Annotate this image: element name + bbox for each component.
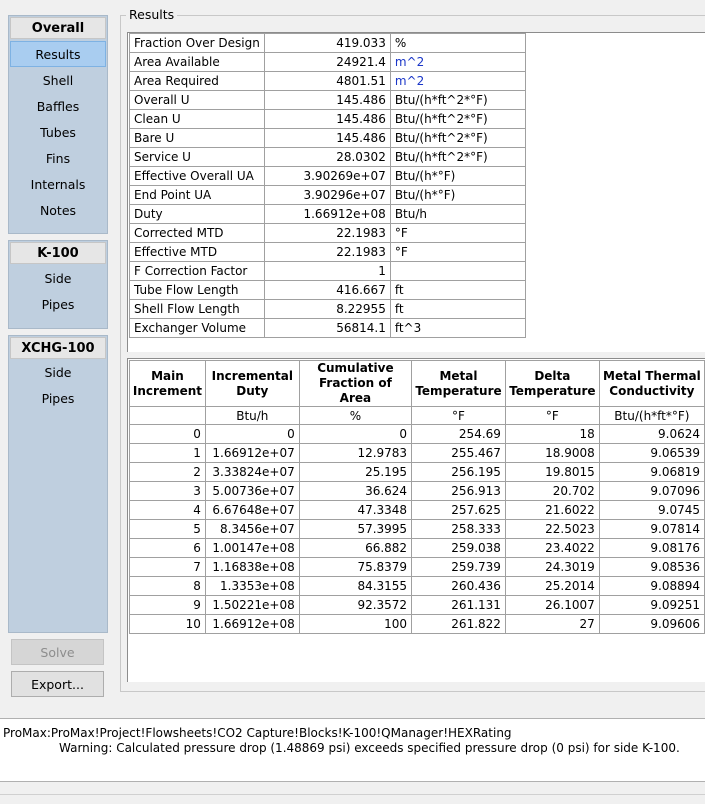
increment-table	[129, 360, 705, 634]
table-cell: 9.07814	[599, 520, 704, 539]
summary-value[interactable]: 56814.1	[264, 319, 390, 338]
table-row	[130, 463, 705, 482]
table-cell: 12.9783	[299, 444, 411, 463]
table-cell: 24.3019	[505, 558, 599, 577]
table-cell: 1.50221e+08	[205, 596, 299, 615]
warning-message: Warning: Calculated pressure drop (1.48869 psi) exceeds specified pressure drop (0 psi) for side K-100.	[59, 741, 680, 755]
table-cell: 1	[130, 444, 206, 463]
summary-row	[130, 319, 526, 338]
table-cell: 257.625	[412, 501, 506, 520]
table-cell: 258.333	[412, 520, 506, 539]
xchg100-nav-panel	[8, 335, 108, 633]
summary-unit[interactable]	[390, 262, 525, 281]
results-group-title: Results	[126, 7, 177, 22]
summary-value[interactable]: 145.486	[264, 110, 390, 129]
summary-row	[130, 300, 526, 319]
table-cell: 75.8379	[299, 558, 411, 577]
table-cell: 4	[130, 501, 206, 520]
table-cell: 9	[130, 596, 206, 615]
table-cell: 21.6022	[505, 501, 599, 520]
summary-label: Shell Flow Length	[130, 300, 265, 319]
summary-label: Duty	[130, 205, 265, 224]
summary-value[interactable]: 145.486	[264, 129, 390, 148]
summary-label: Area Available	[130, 53, 265, 72]
table-cell: 9.06819	[599, 463, 704, 482]
summary-unit[interactable]: %	[390, 34, 525, 53]
summary-value[interactable]: 419.033	[264, 34, 390, 53]
summary-value[interactable]: 24921.4	[264, 53, 390, 72]
summary-unit[interactable]: m^2	[390, 72, 525, 91]
summary-unit[interactable]: Btu/(h*ft^2*°F)	[390, 91, 525, 110]
table-cell: 3.33824e+07	[205, 463, 299, 482]
summary-value[interactable]: 22.1983	[264, 224, 390, 243]
xchg100-nav-header[interactable]: XCHG-100	[10, 337, 106, 359]
unit-cell[interactable]: Btu/(h*ft*°F)	[599, 407, 704, 425]
table-row	[130, 482, 705, 501]
table-cell: 8.3456e+07	[205, 520, 299, 539]
overall-nav-header[interactable]: Overall	[10, 17, 106, 39]
table-cell: 259.038	[412, 539, 506, 558]
message-log[interactable]	[0, 718, 705, 782]
table-row	[130, 539, 705, 558]
nav-item-shell[interactable]: Shell	[42, 72, 74, 88]
increment-header-row	[130, 361, 705, 407]
table-cell: 1.16838e+08	[205, 558, 299, 577]
table-row	[130, 520, 705, 539]
summary-row	[130, 186, 526, 205]
summary-unit[interactable]: ft	[390, 281, 525, 300]
unit-cell[interactable]	[130, 407, 206, 425]
column-header: Incremental Duty	[205, 361, 299, 407]
summary-label: Service U	[130, 148, 265, 167]
increment-units-row	[130, 407, 705, 425]
summary-unit[interactable]: m^2	[390, 53, 525, 72]
summary-value[interactable]: 28.0302	[264, 148, 390, 167]
column-header: Main Increment	[130, 361, 206, 407]
column-header: Metal Temperature	[412, 361, 506, 407]
table-cell: 19.8015	[505, 463, 599, 482]
summary-label: F Correction Factor	[130, 262, 265, 281]
summary-label: Overall U	[130, 91, 265, 110]
table-cell: 8	[130, 577, 206, 596]
column-header: Delta Temperature	[505, 361, 599, 407]
table-cell: 100	[299, 615, 411, 634]
summary-unit[interactable]: Btu/(h*°F)	[390, 186, 525, 205]
table-cell: 1.66912e+08	[205, 615, 299, 634]
nav-item-baffles[interactable]: Baffles	[36, 98, 80, 114]
summary-value[interactable]: 145.486	[264, 91, 390, 110]
table-cell: 259.739	[412, 558, 506, 577]
summary-label: Tube Flow Length	[130, 281, 265, 300]
summary-unit[interactable]: Btu/(h*ft^2*°F)	[390, 110, 525, 129]
unit-cell[interactable]: %	[299, 407, 411, 425]
table-cell: 25.195	[299, 463, 411, 482]
table-cell: 9.08894	[599, 577, 704, 596]
summary-unit[interactable]: °F	[390, 224, 525, 243]
table-row	[130, 501, 705, 520]
summary-label: Effective Overall UA	[130, 167, 265, 186]
summary-row	[130, 91, 526, 110]
table-cell: 256.913	[412, 482, 506, 501]
table-row	[130, 425, 705, 444]
nav-item-fins[interactable]: Fins	[45, 150, 71, 166]
summary-row	[130, 129, 526, 148]
table-row	[130, 577, 705, 596]
summary-label: Effective MTD	[130, 243, 265, 262]
table-cell: 255.467	[412, 444, 506, 463]
table-cell: 9.09251	[599, 596, 704, 615]
table-cell: 92.3572	[299, 596, 411, 615]
table-cell: 27	[505, 615, 599, 634]
table-cell: 1.00147e+08	[205, 539, 299, 558]
table-cell: 1.66912e+07	[205, 444, 299, 463]
summary-row	[130, 205, 526, 224]
summary-label: Fraction Over Design	[130, 34, 265, 53]
table-cell: 9.0745	[599, 501, 704, 520]
table-cell: 5	[130, 520, 206, 539]
table-cell: 18.9008	[505, 444, 599, 463]
table-cell: 261.822	[412, 615, 506, 634]
overall-nav-panel	[8, 15, 108, 234]
table-cell: 22.5023	[505, 520, 599, 539]
summary-unit[interactable]: Btu/(h*ft^2*°F)	[390, 129, 525, 148]
summary-label: Corrected MTD	[130, 224, 265, 243]
k100-nav-panel	[8, 240, 108, 329]
table-cell: 3	[130, 482, 206, 501]
summary-row	[130, 53, 526, 72]
summary-value[interactable]: 22.1983	[264, 243, 390, 262]
nav-item-tubes[interactable]: Tubes	[40, 124, 76, 140]
table-cell: 0	[299, 425, 411, 444]
nav-item-k100-pipes[interactable]: Pipes	[41, 296, 75, 312]
table-cell: 10	[130, 615, 206, 634]
summary-unit[interactable]: ft^3	[390, 319, 525, 338]
summary-value[interactable]: 3.90269e+07	[264, 167, 390, 186]
table-row	[130, 596, 705, 615]
summary-label: End Point UA	[130, 186, 265, 205]
table-cell: 57.3995	[299, 520, 411, 539]
summary-row	[130, 243, 526, 262]
table-cell: 20.702	[505, 482, 599, 501]
table-cell: 25.2014	[505, 577, 599, 596]
summary-unit[interactable]: °F	[390, 243, 525, 262]
table-cell: 36.624	[299, 482, 411, 501]
summary-label: Clean U	[130, 110, 265, 129]
summary-value[interactable]: 4801.51	[264, 72, 390, 91]
table-cell: 18	[505, 425, 599, 444]
summary-label: Area Required	[130, 72, 265, 91]
table-cell: 0	[205, 425, 299, 444]
summary-table	[129, 33, 526, 338]
unit-cell[interactable]: °F	[412, 407, 506, 425]
table-cell: 0	[130, 425, 206, 444]
table-cell: 9.08536	[599, 558, 704, 577]
summary-value[interactable]: 3.90296e+07	[264, 186, 390, 205]
table-cell: 1.3353e+08	[205, 577, 299, 596]
k100-nav-header[interactable]: K-100	[10, 242, 106, 264]
summary-label: Exchanger Volume	[130, 319, 265, 338]
status-bar	[0, 794, 705, 804]
table-cell: 5.00736e+07	[205, 482, 299, 501]
table-cell: 260.436	[412, 577, 506, 596]
summary-row	[130, 34, 526, 53]
summary-row	[130, 110, 526, 129]
table-cell: 6	[130, 539, 206, 558]
table-row	[130, 558, 705, 577]
table-cell: 47.3348	[299, 501, 411, 520]
summary-value[interactable]: 1.66912e+08	[264, 205, 390, 224]
table-cell: 254.69	[412, 425, 506, 444]
summary-unit[interactable]: Btu/(h*ft^2*°F)	[390, 148, 525, 167]
column-header: Metal Thermal Conductivity	[599, 361, 704, 407]
nav-item-k100-side[interactable]: Side	[44, 270, 72, 286]
table-row	[130, 615, 705, 634]
summary-unit[interactable]: Btu/h	[390, 205, 525, 224]
export-button[interactable]: Export...	[11, 671, 104, 697]
table-cell: 2	[130, 463, 206, 482]
summary-value[interactable]: 8.22955	[264, 300, 390, 319]
column-header: Cumulative Fraction of Area	[299, 361, 411, 407]
summary-row	[130, 72, 526, 91]
unit-cell[interactable]: °F	[505, 407, 599, 425]
summary-row	[130, 167, 526, 186]
table-cell: 66.882	[299, 539, 411, 558]
solve-button[interactable]: Solve	[11, 639, 104, 665]
summary-unit[interactable]: ft	[390, 300, 525, 319]
table-cell: 23.4022	[505, 539, 599, 558]
table-cell: 84.3155	[299, 577, 411, 596]
message-path: ProMax:ProMax!Project!Flowsheets!CO2 Capture!Blocks!K-100!QManager!HEXRating	[3, 726, 512, 740]
nav-item-notes[interactable]: Notes	[39, 202, 77, 218]
nav-item-xchg100-pipes[interactable]: Pipes	[41, 390, 75, 406]
table-cell: 6.67648e+07	[205, 501, 299, 520]
table-row	[130, 444, 705, 463]
table-cell: 9.06539	[599, 444, 704, 463]
nav-item-results[interactable]: Results	[10, 41, 106, 67]
table-cell: 256.195	[412, 463, 506, 482]
summary-label: Bare U	[130, 129, 265, 148]
summary-value[interactable]: 1	[264, 262, 390, 281]
summary-row	[130, 262, 526, 281]
summary-row	[130, 148, 526, 167]
nav-item-xchg100-side[interactable]: Side	[44, 364, 72, 380]
table-cell: 26.1007	[505, 596, 599, 615]
table-cell: 9.09606	[599, 615, 704, 634]
table-cell: 9.08176	[599, 539, 704, 558]
summary-value[interactable]: 416.667	[264, 281, 390, 300]
unit-cell[interactable]: Btu/h	[205, 407, 299, 425]
summary-row	[130, 224, 526, 243]
table-cell: 9.07096	[599, 482, 704, 501]
table-cell: 261.131	[412, 596, 506, 615]
table-cell: 7	[130, 558, 206, 577]
table-cell: 9.0624	[599, 425, 704, 444]
summary-row	[130, 281, 526, 300]
summary-unit[interactable]: Btu/(h*°F)	[390, 167, 525, 186]
nav-item-internals[interactable]: Internals	[30, 176, 86, 192]
